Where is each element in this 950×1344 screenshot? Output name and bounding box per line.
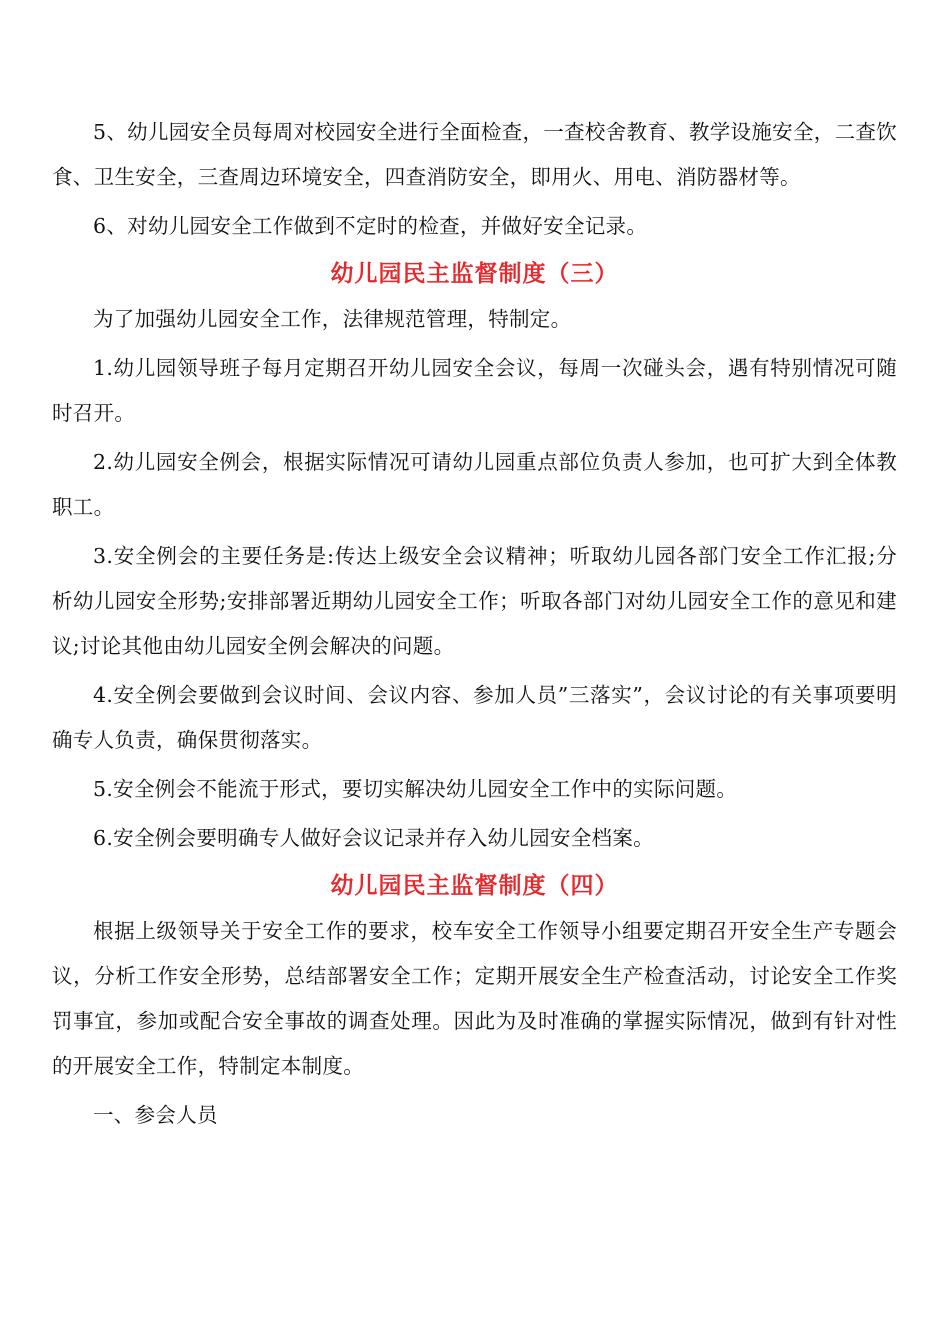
paragraph: 4.安全例会要做到会议时间、会议内容、参加人员”三落实”，会议讨论的有关事项要明确专人负责，确保贯彻落实。 (52, 683, 897, 752)
paragraph: 根据上级领导关于安全工作的要求，校车安全工作领导小组要定期召开安全生产专题会议，分析工作安全形势，总结部署安全工作；定期开展安全生产检查活动，讨论安全工作奖罚事宜，参加或配合安全事故的调查处理。因此为及时准确的掌握实际情况，做到有针对性的开展安全工作，特制定本制度。 (52, 919, 897, 1078)
paragraph: 3.安全例会的主要任务是:传达上级安全会议精神；听取幼儿园各部门安全工作汇报;分析幼儿园安全形势;安排部署近期幼儿园安全工作；听取各部门对幼儿园安全工作的意见和建议;讨论其他由幼儿园安全例会解决的问题。 (52, 544, 897, 658)
paragraph: 2.幼儿园安全例会，根据实际情况可请幼儿园重点部位负责人参加，也可扩大到全体教职工。 (52, 450, 897, 519)
paragraph: 6、对幼儿园安全工作做到不定时的检查，并做好安全记录。 (93, 214, 648, 238)
paragraph: 一、参会人员 (93, 1103, 218, 1127)
paragraph: 1.幼儿园领导班子每月定期召开幼儿园安全会议，每周一次碰头会，遇有特别情况可随时召开。 (52, 356, 897, 425)
section-heading: 幼儿园民主监督制度（三） (330, 260, 619, 287)
paragraph: 5.安全例会不能流于形式，要切实解决幼儿园安全工作中的实际问题。 (93, 777, 738, 801)
section-heading: 幼儿园民主监督制度（四） (330, 872, 619, 899)
document-page (52, 110, 897, 1138)
paragraph: 6.安全例会要明确专人做好会议记录并存入幼儿园安全档案。 (93, 826, 654, 850)
paragraph: 为了加强幼儿园安全工作，法律规范管理，特制定。 (93, 307, 572, 331)
paragraph: 5、幼儿园安全员每周对校园安全进行全面检查，一查校舍教育、教学设施安全，二查饮食、卫生安全，三查周边环境安全，四查消防安全，即用火、用电、消防器材等。 (52, 120, 897, 189)
